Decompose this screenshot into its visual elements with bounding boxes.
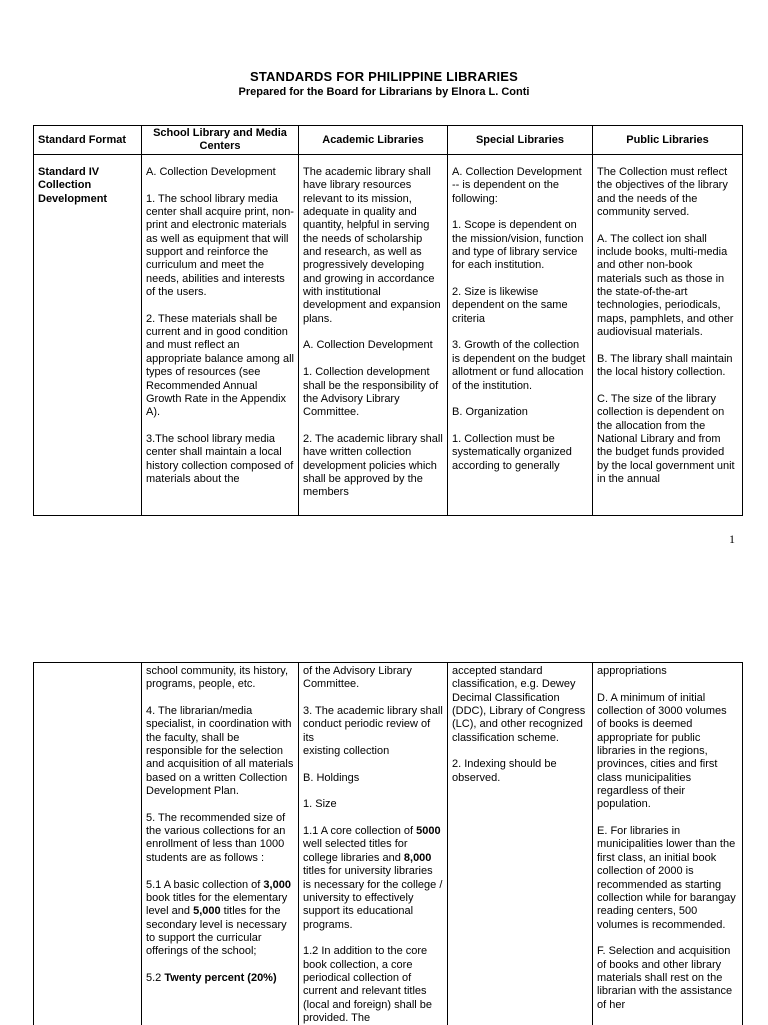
paragraph: 1. The school library media center shall acquire print, non-print and electronic materials as well as equipment that will support and reinforce the curriculum and meet the needs, abilities and interests of the users. (146, 192, 294, 299)
paragraph (146, 972, 294, 985)
paragraph: 3. The academic library shall conduct periodic review of its existing collection (303, 705, 443, 758)
page-number: 1 (729, 532, 735, 546)
paragraph: E. For libraries in municipalities lower than the first class, an initial book collection of 2000 is recommended as starting collection while for barangay reading centers, 500 volumes is recommended. (597, 825, 736, 931)
paragraph: 5. The recommended size of the various collections for an enrollment of less than 1000 students are as follows : (146, 811, 286, 864)
paragraph: 1.2 In addition to the core book collection, a core periodical collection of current and relevant titles (local and foreign) shall be provided. The (303, 945, 433, 1024)
document-subtitle: Prepared for the Board for Librarians by Elnora L. Conti (238, 86, 530, 98)
special-cell-page1 (448, 155, 593, 516)
paragraph: 1. Collection development shall be the responsibility of the Advisory Library Committee. (303, 366, 439, 419)
paragraph: school community, its history, programs, people, etc. (146, 665, 289, 691)
header-public-libraries: Public Libraries (593, 126, 743, 155)
paragraph: 1. Collection must be systematically organized according to generally (452, 432, 572, 472)
header-academic-libraries: Academic Libraries (299, 126, 448, 155)
text-run: book titles for the elementary level and (146, 891, 288, 918)
paragraph: B. Holdings (303, 771, 360, 784)
school-cell-page1 (142, 155, 299, 516)
header-standard-format: Standard Format (34, 126, 142, 155)
paragraph: appropriations (597, 665, 667, 677)
bold-figure: 8,000 (403, 851, 432, 864)
special-cell-page2 (448, 663, 593, 1025)
text-run: well selected titles for college libraries and (303, 838, 408, 864)
paragraph: 2. Size is likewise dependent on the same criteria (452, 286, 568, 325)
text-run: 1.1 A core collection of (303, 825, 417, 838)
paragraph: 2. These materials shall be current and in good condition and must reflect an appropriate balance among all types of resources (see Recommended Annual Growth Rate in the Appendix A). (146, 312, 294, 419)
paragraph: C. The size of the library collection is dependent on the allocation from the National Library and from the budget funds provided by the local government unit in the annual (597, 392, 735, 485)
paragraph: The academic library shall have library resources relevant to its mission, adequate in quality and quantity, helpful in serving the needs of scholarship and research, as well as progressively developing and growing in accordance with institutional development and expansion plans. (303, 166, 441, 325)
text-run: 5.1 A basic collection of (146, 878, 264, 891)
standards-table-page2 (33, 662, 743, 1025)
paragraph: F. Selection and acquisition of books and other library materials shall rest on the librarian with the assistance of her (597, 945, 733, 1011)
paragraph: D. A minimum of initial collection of 3000 volumes of books is deemed appropriate for public libraries in the regions, provinces, cities and first class municipalities regardless of their population. (597, 691, 727, 811)
text-run: 5.2 (146, 971, 165, 984)
paragraph: 1. Size (303, 798, 337, 811)
paragraph: A. The collect ion shall include books, multi-media and other non-book materials such as those in the state-of-the-art technologies, periodicals, maps, pamphlets, and other audiovisual materials. (597, 232, 734, 339)
header-special-libraries: Special Libraries (448, 126, 593, 155)
document-title: STANDARDS FOR PHILIPPINE LIBRARIES (249, 69, 519, 84)
bold-figure: 5000 (416, 825, 441, 838)
paragraph: B. The library shall maintain the local history collection. (597, 352, 733, 379)
paragraph: A. Collection Development (146, 166, 276, 178)
public-cell-page2 (593, 663, 743, 1025)
paragraph: A. Collection Development -- is dependent on the following: (452, 166, 582, 205)
paragraph: 3.The school library media center shall maintain a local history collection composed of materials about the (146, 432, 294, 485)
paragraph: 4. The librarian/media specialist, in coordination with the faculty, shall be responsible for the selection and acquisition of all materials based on a written Collection Development Plan. (146, 705, 294, 798)
bold-figure: Twenty percent (20%) (164, 971, 277, 984)
paragraph: A. Collection Development (303, 339, 433, 352)
paragraph: The Collection must reflect the objectives of the library and the needs of the community served. (597, 166, 728, 219)
paragraph: 1. Scope is dependent on the mission/vision, function and type of library service for each institution. (452, 219, 584, 272)
standard-label-cell (34, 155, 142, 516)
academic-cell-page2 (299, 663, 448, 1025)
paragraph: 3. Growth of the collection is dependent on the budget allotment or fund allocation of the institution. (452, 339, 586, 392)
paragraph: of the Advisory Library Committee. (303, 665, 412, 691)
public-cell-page1 (593, 155, 743, 516)
school-cell-page2 (142, 663, 299, 1025)
bold-figure: 3,000 (263, 878, 291, 891)
standard-label: Standard IV Collection Development (38, 166, 108, 205)
standard-label-cell-continued (34, 663, 142, 1025)
text-run: titles for the secondary level is necessary to support the curricular offerings of the school; (146, 905, 287, 958)
text-run: titles for university libraries is necessary for the college / university to effectively support its educational programs. (303, 865, 443, 931)
standards-table-page1 (33, 125, 743, 516)
bold-figure: 5,000 (193, 905, 221, 918)
header-school-library: School Library and Media Centers (142, 126, 299, 155)
paragraph: B. Organization (452, 406, 528, 419)
academic-cell-page1 (299, 155, 448, 516)
paragraph: 2. The academic library shall have written collection development policies which shall be approved by the members (303, 432, 443, 499)
paragraph: accepted standard classification, e.g. Dewey Decimal Classification (DDC), Library of Congress (LC), and other recognized classification scheme. (452, 665, 586, 744)
paragraph (146, 879, 294, 959)
paragraph: 2. Indexing should be observed. (452, 758, 557, 784)
paragraph (303, 825, 443, 932)
